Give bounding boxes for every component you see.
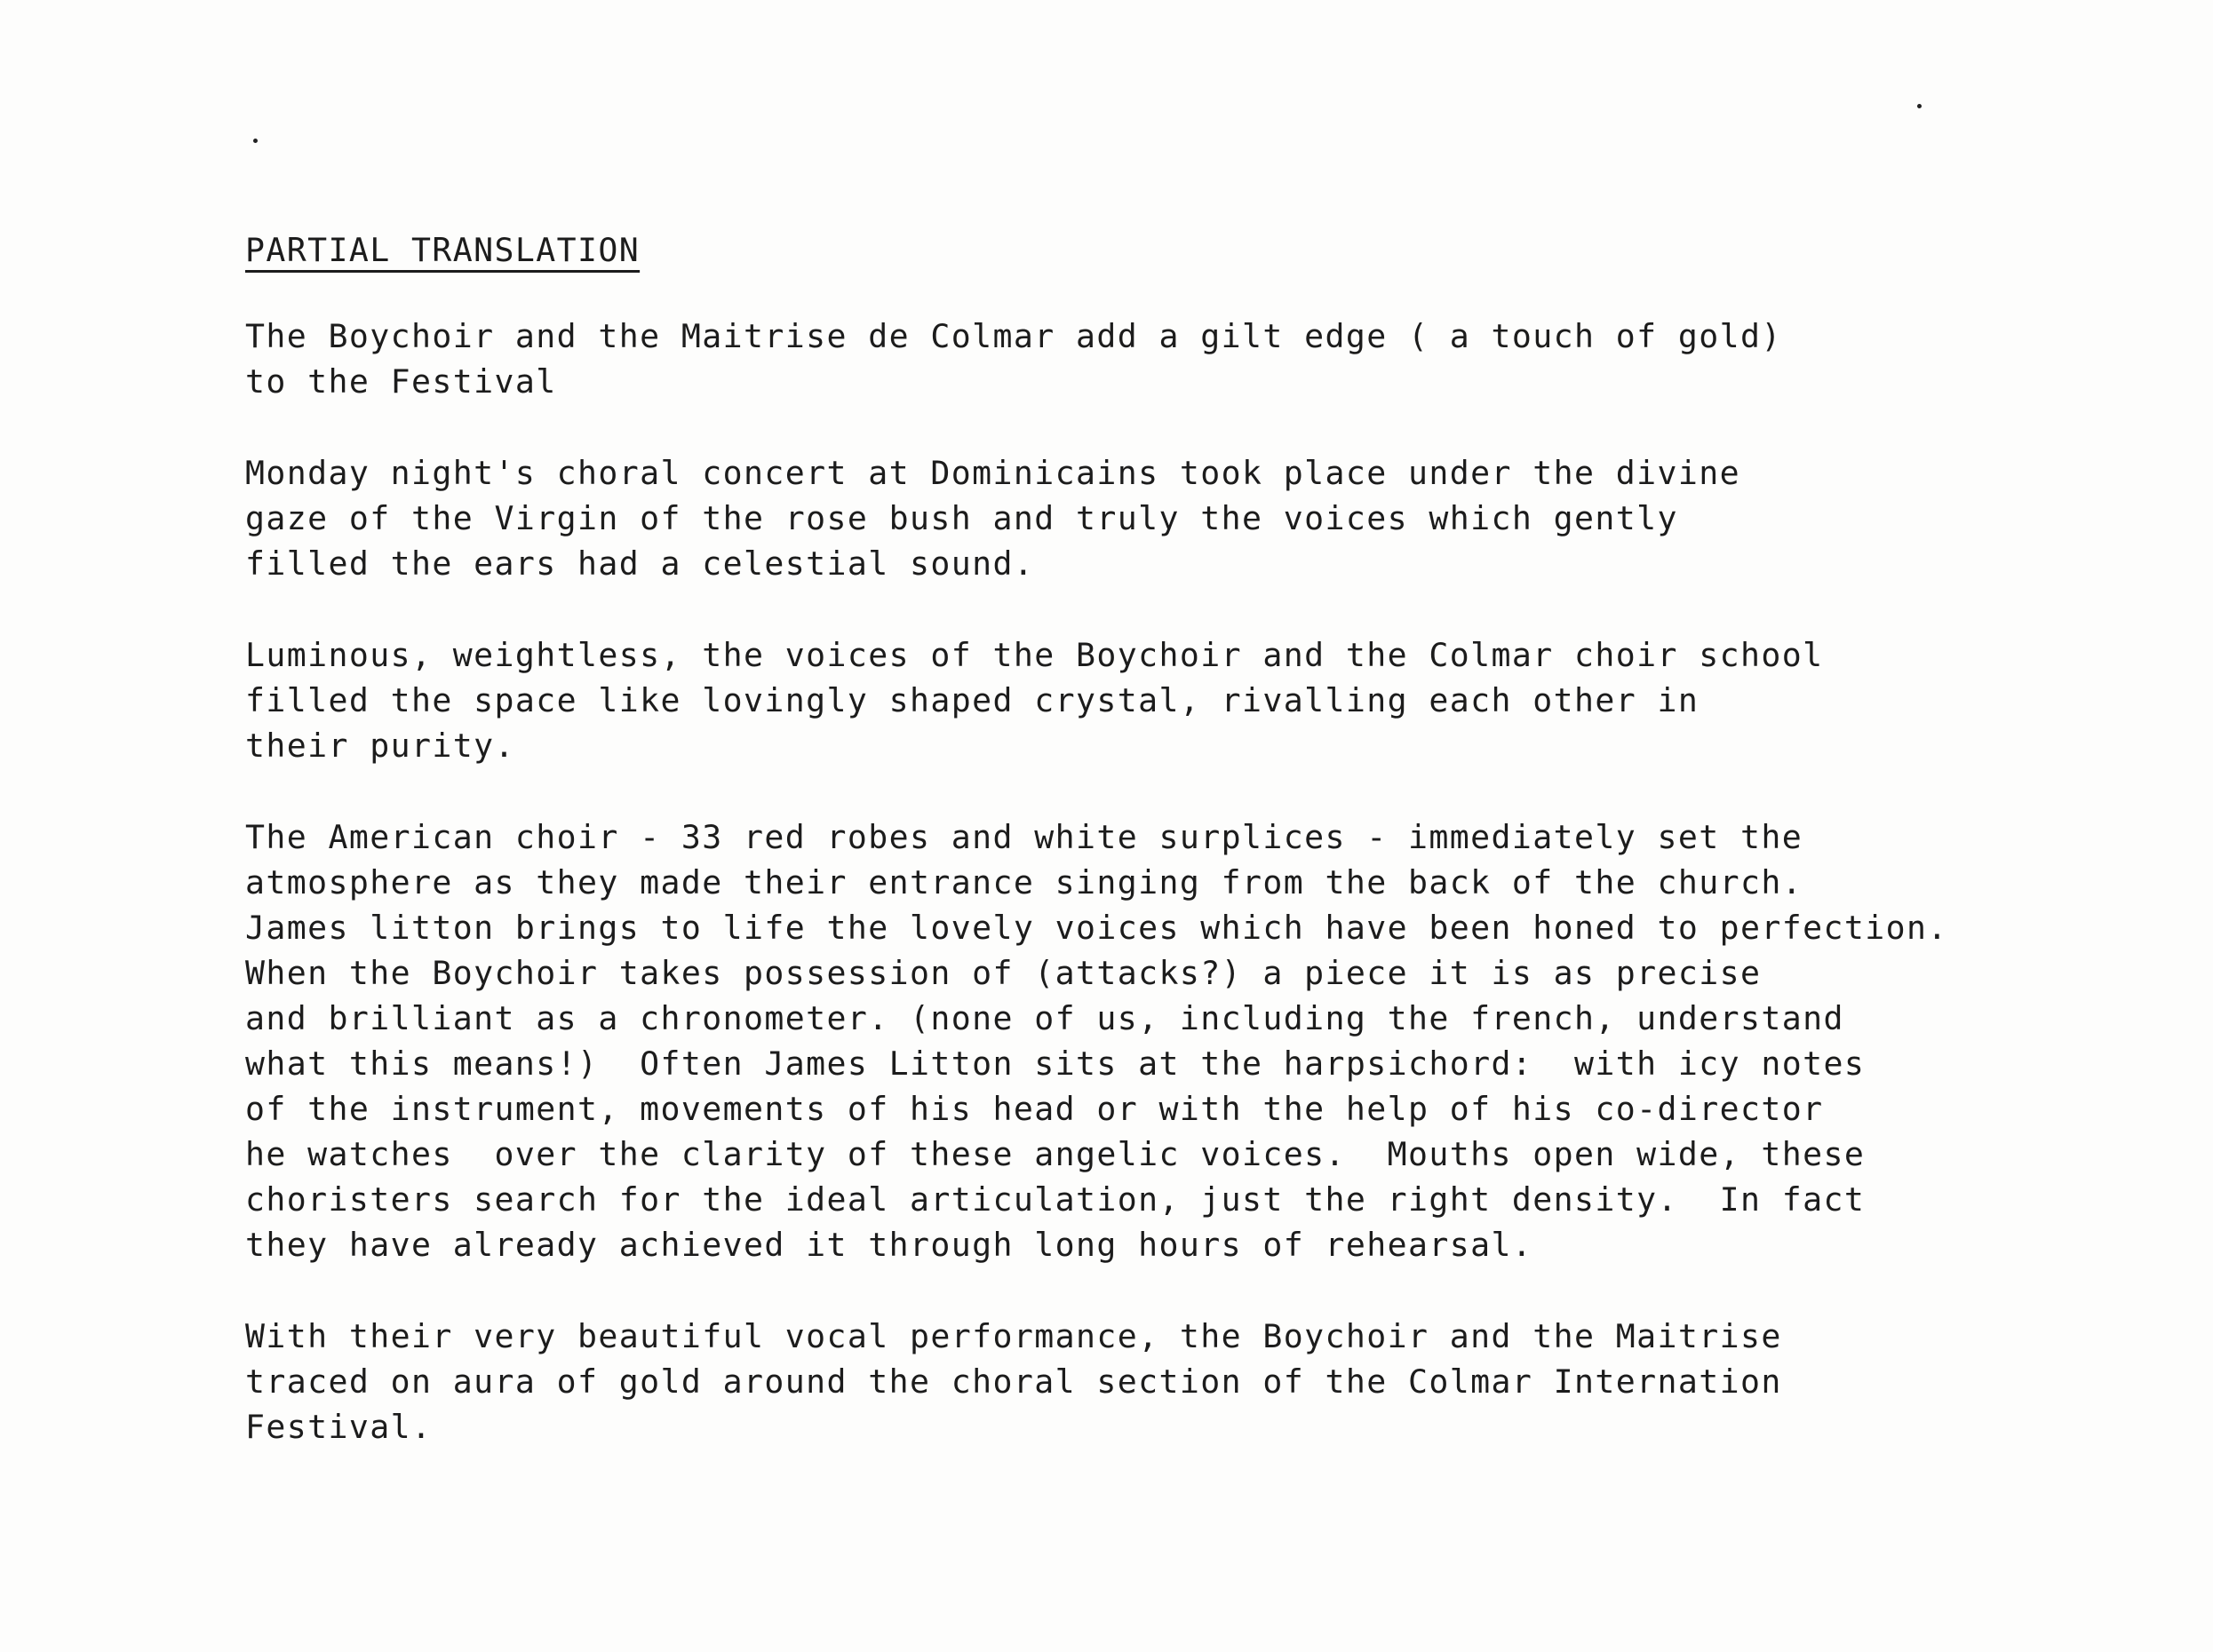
text-line: gaze of the Virgin of the rose bush and truly the voices which gently (245, 499, 1678, 537)
paragraph-headline (245, 314, 2182, 404)
paragraph (245, 632, 2182, 768)
speck-mark (1917, 104, 1922, 108)
text-line: Monday night's choral concert at Dominicains took place under the divine (245, 454, 1740, 492)
text-line: When the Boychoir takes possession of (attacks?) a piece it is as precise (245, 954, 1762, 992)
text-line: James litton brings to life the lovely voices which have been honed to perfection. (245, 909, 1948, 947)
text-line: what this means!) Often James Litton sits at the harpsichord: with icy notes (245, 1044, 1866, 1083)
text-line: traced on aura of gold around the choral section of the Colmar Internation (245, 1362, 1782, 1401)
text-line: filled the ears had a celestial sound. (245, 544, 1035, 583)
document-title: PARTIAL TRANSLATION (245, 231, 641, 269)
text-line: The American choir - 33 red robes and white surplices - immediately set the (245, 818, 1803, 856)
text-line: Festival. (245, 1408, 433, 1446)
text-line: they have already achieved it through long hours of rehearsal. (245, 1226, 1533, 1264)
speck-mark (253, 139, 258, 143)
document-body (245, 227, 2182, 1496)
paragraph (245, 450, 2182, 586)
text-line: he watches over the clarity of these angelic voices. Mouths open wide, these (245, 1135, 1866, 1173)
paragraph (245, 814, 2182, 1267)
text-line: and brilliant as a chronometer. (none of us, including the french, understand (245, 999, 1844, 1037)
text-line: to the Festival (245, 362, 557, 401)
text-line: The Boychoir and the Maitrise de Colmar add a gilt edge ( a touch of gold) (245, 317, 1782, 355)
text-line: of the instrument, movements of his head or with the help of his co-director (245, 1090, 1824, 1128)
text-line: With their very beautiful vocal performance, the Boychoir and the Maitrise (245, 1317, 1782, 1355)
text-line: their purity. (245, 727, 515, 765)
text-line: filled the space like lovingly shaped crystal, rivalling each other in (245, 681, 1700, 719)
text-line: Luminous, weightless, the voices of the Boychoir and the Colmar choir school (245, 636, 1824, 674)
text-line: choristers search for the ideal articulation, just the right density. In fact (245, 1180, 1866, 1219)
paragraph (245, 1314, 2182, 1449)
text-line: atmosphere as they made their entrance singing from the back of the church. (245, 863, 1803, 901)
